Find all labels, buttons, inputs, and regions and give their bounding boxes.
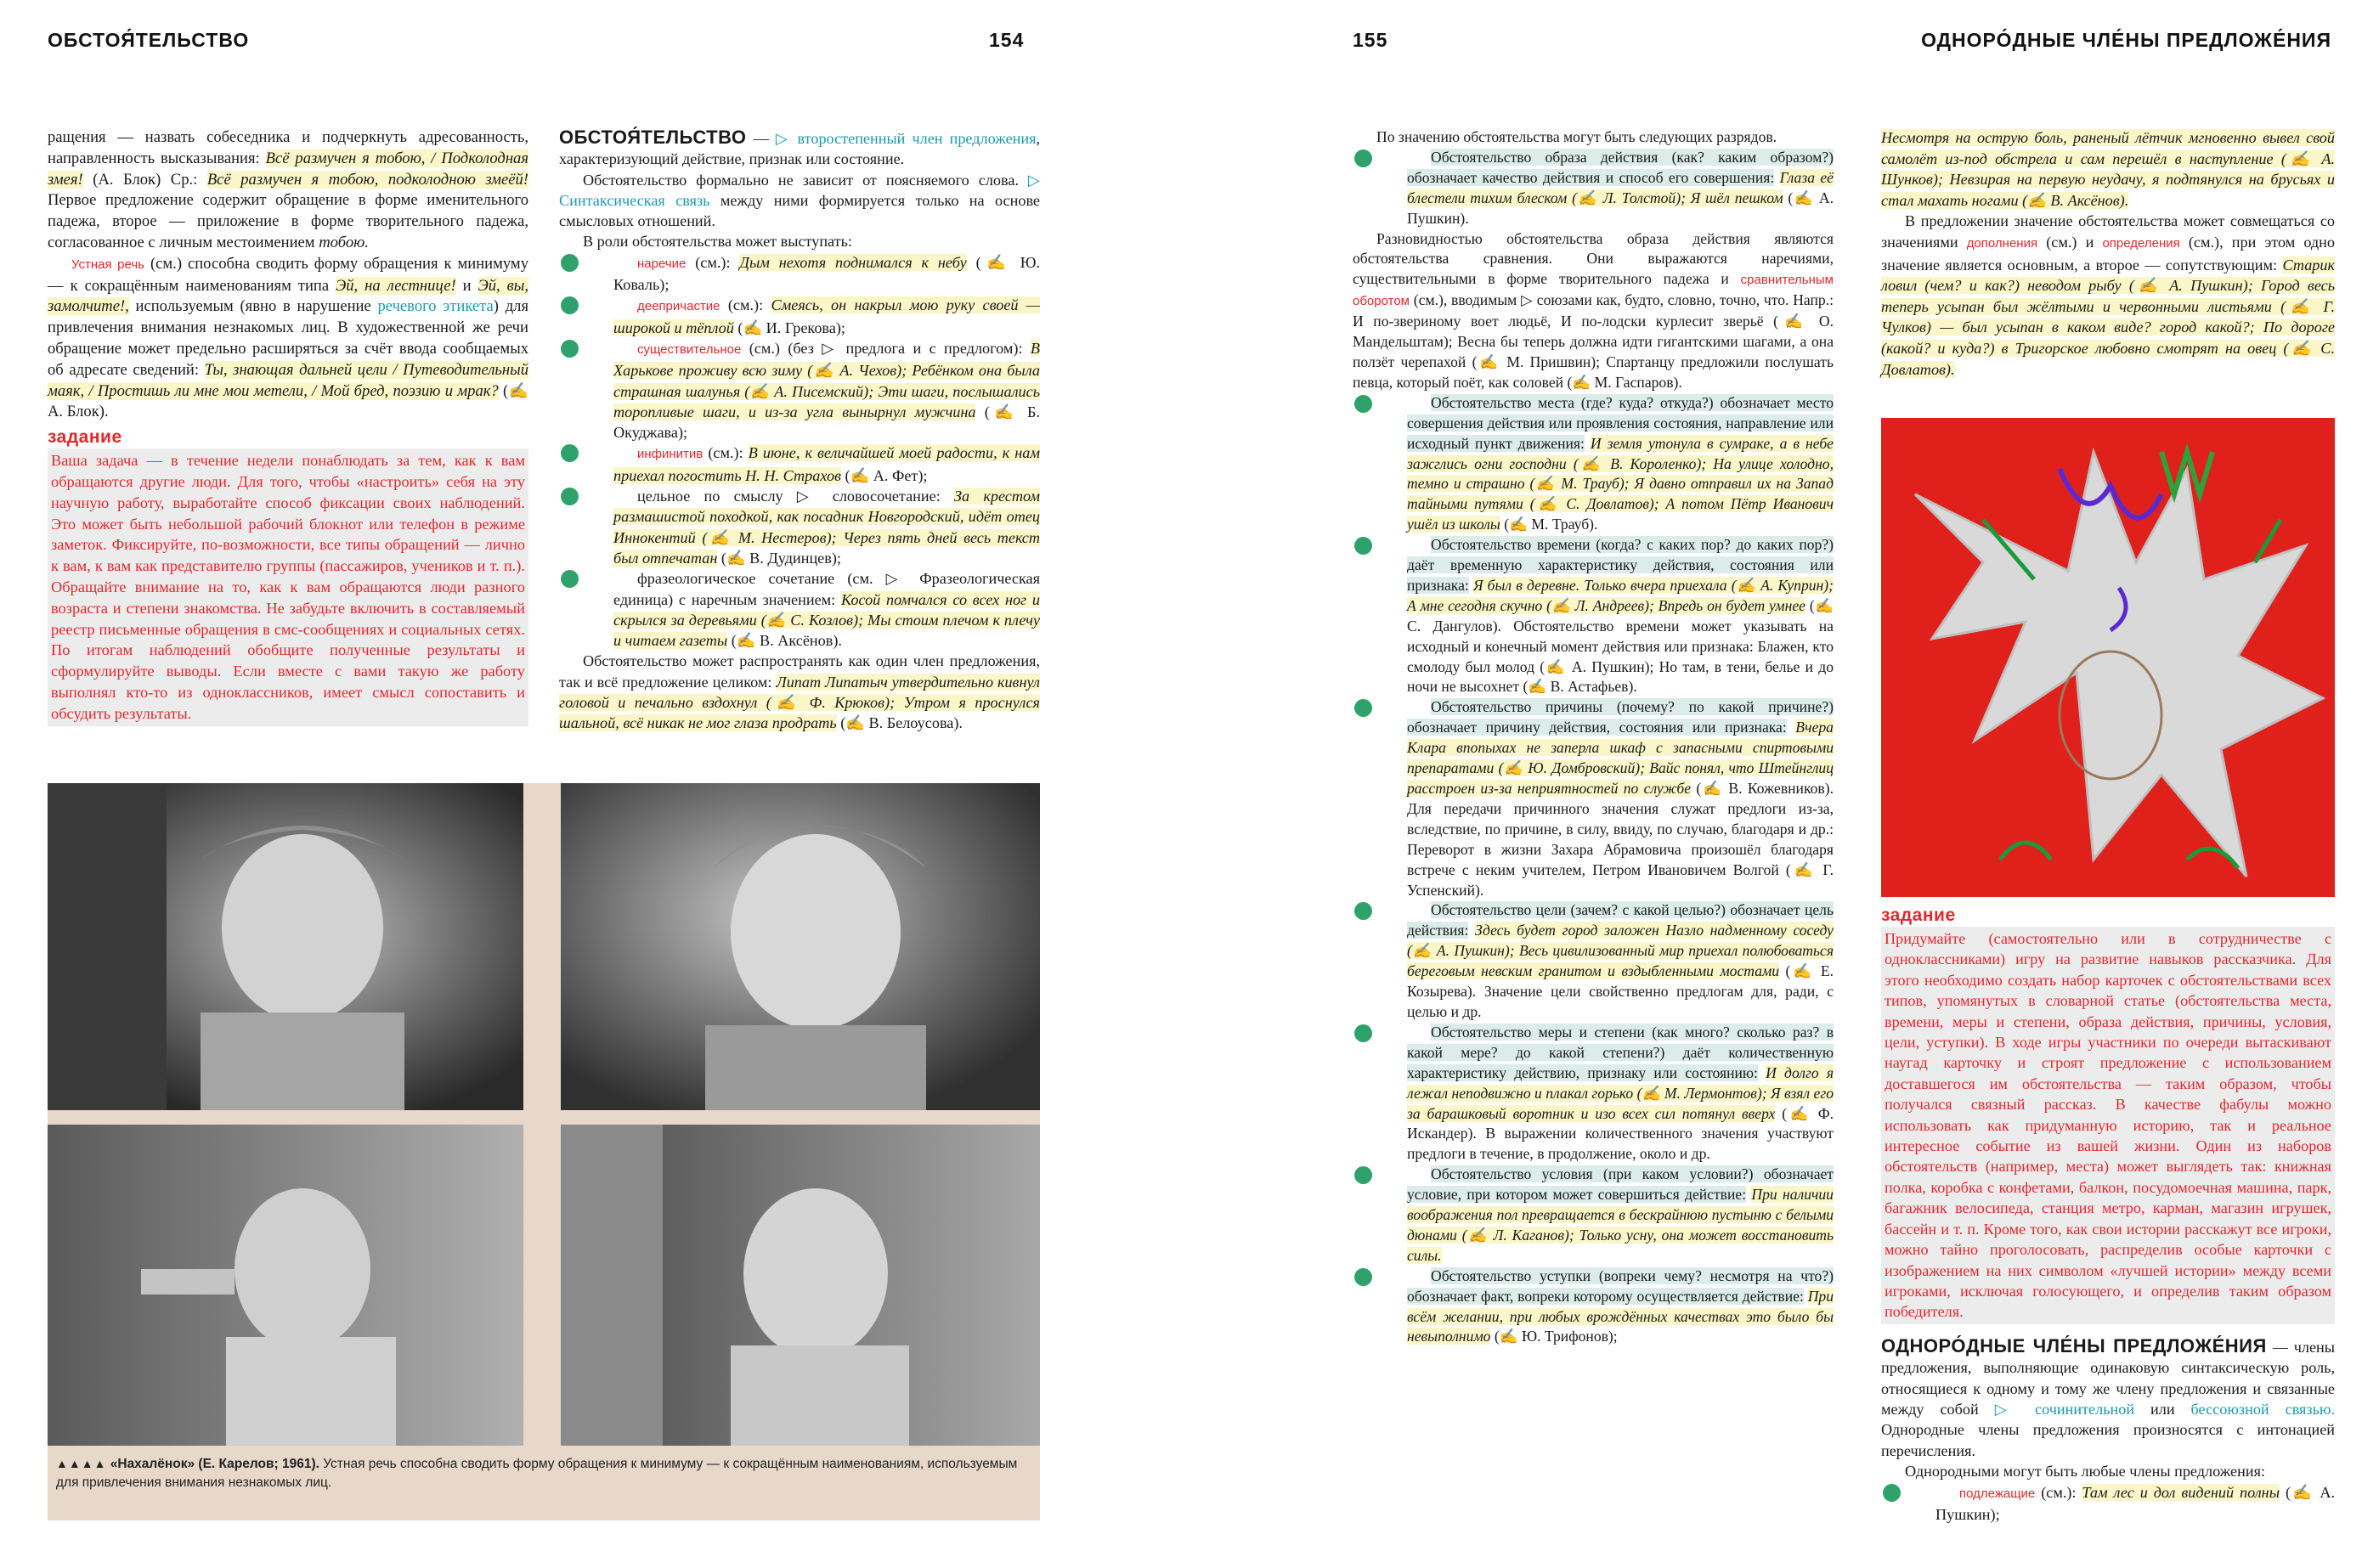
example: При всём желании, при любых врождённых качествах это было бы невыполнимо [1407,1287,1834,1345]
text: Обстоятельство формально не зависит от поясняемого слова. [583,171,1019,189]
text: Обстоятельство времени может указывать на исходный и конечный момент действия или признака: Блажен, кто смолоду был молод (✍ А. Пушкин); Но там, в тени, белье и до ночи не высохнет (✍ В. Астафьев). [1407,617,1834,696]
ref-link[interactable]: инфинитив [637,447,704,462]
text: или [2150,1400,2175,1418]
text: (см.) и [2046,233,2094,251]
text: — члены предложения, выполняющие одинаковую синтаксическую роль, относящиеся к одному и тому же члену предложения и связанные между собой [1881,1338,2335,1418]
cross-ref-link[interactable]: ▷ второстепенный член предложения [775,130,1037,147]
example: При наличии воображения пол превращается в бескрайнюю пустыню с белыми дюнами (✍ Л. Каганов); Только усну, она может восстановить силы. [1407,1186,1834,1264]
example: В Харькове проживу всю зиму (✍ А. Чехов); Ребёнком она была страшная шалунья (✍ А. Писемский); Эти шаги, послышались торопливые шаги, и из-за угла вынырнул мужчина [613,339,1041,420]
ref-link[interactable]: деепричастие [637,299,720,314]
cross-ref-link[interactable]: ▷ Синтаксическая связь [559,171,1041,209]
author: (✍ И. Грекова); [737,319,845,336]
example: И земля утонула в сумраке, а в небе зажглись огни господни (✍ В. Короленко); На улице холодно, темно и страшно (✍ М. Трауб); Я давно отправил их на Запад тайными путями (✍ С. Довлатов); А потом Пётр Иванович ушёл из школы [1407,434,1834,533]
text: Первое предложение содержит обращение в форме именительного падежа, второе — приложение в форме творительного падежа, согласованное с личным местоимением [48,191,528,251]
photo-caption [48,1454,1040,1492]
example: Эй, на лестнице! [336,276,456,295]
definition: Обстоятельство уступки (вопреки чему? несмотря на что?) обозначает факт, вопреки которому осуществляется действие: [1407,1266,1834,1305]
example: И долго я лежал неподвижно и плакал горько (✍ М. Лермонтов); Я взял его за барашковый воротник и изо всех сил потянул вверх [1407,1063,1834,1122]
number-badge: 1 [561,254,579,272]
list-item [1353,148,1834,229]
text: (см.) способна сводить форму обращения к минимуму — к сокращённым наименованиям типа [48,254,528,295]
example: Вчера Клара впопыхах не заперла шкаф с запасными спиртовыми препаратами (✍ Ю. Домбровский); Вайс понял, что Штейнглиц расстроен из-за неприятностей по службе [1407,719,1834,797]
list-item [1353,1266,1834,1348]
number-badge: 2 [1354,395,1372,413]
text: фразеологическое сочетание (см. ▷ Фразеологическая единица) с наречным значением: [613,570,1040,608]
left-page-column-2 [559,127,1040,734]
list-item [1353,535,1834,697]
text: Обстоятельство может распространять как один член предложения, так и всё предложение целиком: [559,652,1040,691]
text: По значению обстоятельства могут быть следующих разрядов. [1376,128,1777,145]
author: (✍ Е. Козырева). [1407,962,1834,1001]
author: (✍ Ю. Трифонов); [1494,1328,1618,1345]
ref-link[interactable]: наречие [637,256,687,271]
left-page-column-1 [48,127,528,726]
example: Там лес и дол видений полны [2082,1483,2280,1501]
list-item [559,568,1040,651]
text: (см.): [695,253,731,271]
headword: ОБСТОЯ́ТЕЛЬСТВО [559,127,747,148]
ref-link[interactable]: Устная речь [71,257,144,272]
number-badge: 6 [1354,1024,1372,1042]
ref-link[interactable]: подлежащие [1959,1486,2036,1501]
author: (✍ В. Кожевников). [1696,780,1834,797]
definition: Обстоятельство условия (при каком условии?) обозначает условие, при котором может совершиться действие: [1407,1165,1834,1204]
example: Глаза её блестели тихим блеском (✍ Л. Толстой); Я шёл пешком [1407,168,1834,206]
list-item [559,338,1040,443]
film-still-4 [561,1125,1040,1446]
text: ращения — назвать собеседника и подчеркнуть адресованность, направленность высказывания: [48,128,528,167]
number-badge: 5 [1354,902,1372,920]
quote: Ты, знающая дальней цели / Путеводительный маяк, / Простишь ли мне мои метели, / Мой бред, поэзию и мрак? [48,360,529,400]
film-still-3 [48,1125,523,1446]
illustration-art [1881,418,2335,897]
list-item [559,252,1040,296]
example: Я был в деревне. Только вчера приехала (✍ А. Куприн); А мне сегодня скучно (✍ Л. Андреев); Впредь он будет умнее [1407,576,1834,614]
author: (✍ С. Дангулов). [1407,596,1834,635]
word: тобою. [319,233,369,251]
ref-link[interactable]: определения [2102,235,2180,251]
task-title: задание [48,427,122,448]
text: (см.): [708,444,743,462]
text: Значение цели свойственно предлогам для, ради, с целью и др. [1407,983,1834,1020]
definition: Обстоятельство времени (когда? с каких пор? до каких пор?) даёт временную характеристику действия, состояния или признака: [1407,536,1834,594]
ref-link[interactable]: дополнения [1966,235,2038,251]
author: (✍ А. Пушкин); [1935,1483,2336,1523]
example: Эй, вы, замолчите!, [48,276,528,316]
author: (✍ А. Пушкин). [1407,189,1834,227]
number-badge: 4 [1354,699,1372,717]
right-page-column-2 [1881,127,2335,380]
text: Разновидностью обстоятельства образа действия являются обстоятельства сравнения. Они выражаются наречиями, существительными в форме творительного падежа и [1353,229,1834,288]
caption-title: «Нахалёнок» (Е. Карелов; 1961). [110,1457,319,1471]
list-item [1353,900,1834,1022]
film-still-1 [48,783,523,1110]
list-item [1353,1023,1834,1165]
text: и [462,276,472,295]
task-text: Придумайте (самостоятельно или в сотрудничестве с одноклассниками) игру на развитие навыков рассказчика. Для этого необходимо создать набор карточек с обстоятельствами всех типов, упомянутых в словарной статье (обстоятельства места, времени, меры и степени, образа действия, причины, условия, цели, уступки). В ходе игры участники по очереди вытаскивают наугад карточку и строят предложение с использованием доставшегося им обстоятельства — таким образом, чтобы получался связный рассказ. В качестве фабулы можно использовать как придуманную историю, так и реальное интересное событие из вашей жизни. Один из наборов обстоятельств (например, места) может выглядеть так: книжная полка, коробка с конфетами, балкон, посудомоечная машина, парк, багажник велосипеда, станция метро, карман, магазин игрушек, бассейн и т. п. Кроме того, как свои истории расскажут все игроки, можно тайно проголосовать, распределив особые карточки с изображением на них символом «лучшей истории» между всеми игроками, исключая голосующего, и определив таким образом победителя. [1881,927,2335,1324]
example: Здесь будет город заложен Назло надменному соседу (✍ А. Пушкин); Весь цивилизованный мир приехал полюбоваться береговым невским гранитом и вздыбленными мостами [1407,922,1834,980]
example: Косой помчался со всех ног и скрылся за деревьями (✍ С. Козлов); Мы стоим плечом к плечу и читаем газеты [613,590,1041,650]
caption-text: Устная речь способна сводить форму обращения к минимуму — к сокращённым наименованиям, используемым для привлечения внимания незнакомых лиц. [56,1457,1018,1490]
task-title: задание [1881,905,1956,925]
running-head-right: ОДНОРО́ДНЫЕ ЧЛЕ́НЫ ПРЕДЛОЖЕ́НИЯ [1921,29,2331,51]
text: (см.), вводимым ▷ союзами как, будто, словно, точно, что. Напр.: И по-звериному воет людьё, И по-лодски курлесит зверьё (✍ О. Мандельштам); Весна бы теперь должна идти гигантскими шагами, а она ползёт черепахой (✍ М. Пришвин); Спартанцу предложили послушать певца, который поёт, как соловей (✍ М. Гаспаров). [1353,291,1834,391]
text: В предложении значение обстоятельства может совмещаться со значениями [1881,212,2335,251]
film-still-2 [561,783,1040,1110]
text: ( [93,170,99,189]
text: (см.), при этом одно значение является основным, а второе — сопутствующим: [1881,233,2336,274]
task-text: Ваша задача — в течение недели понаблюдать за тем, как к вам обращаются другие люди. Для того, чтобы «настроить» себя на эту научную работу, выработайте способ фиксации своих наблюдений. Это может быть небольшой рабочий блокнот или телефон в режиме заметок. Фиксируйте, по-возможности, все типы обращений — лично к вам, к вам как представителю группы (пассажиров, учеников и т. п.). Обращайте внимание на то, как к вам обращаются люди разного возраста и степени знакомства. Не забудьте включить в составляемый реестр письменные обращения в смс-сообщениях и социальных сетях. По итогам наблюдений обобщите полученные результаты и сформулируйте выводы. Если вместе с вами такую же работу выполнял кто-то из одноклассников, имеет смысл сопоставить и обсудить результаты. [48,448,528,725]
page-number-left: 154 [989,29,1025,51]
text: между ними формируется только на основе смысловых отношений. [559,191,1040,230]
text: Однородные члены предложения произносятся с интонацией перечисления. [1881,1421,2335,1459]
list-item [559,486,1040,568]
text: Для передачи причинного значения служат предлоги из-за, вследствие, по причине, в силу, ввиду, по случаю, благодаря и др.: Переворот в жизни Захара Абрамовича произошёл благодаря встрече с неким учителем, Петром Ивановичем Волгой (✍ Г. Успенский). [1407,799,1834,899]
running-head-left: ОБСТОЯ́ТЕЛЬСТВО [48,29,250,51]
definition: Обстоятельство места (где? куда? откуда?) обозначает место совершения действия или проявления состояния, направление или исходный пункт движения: [1407,393,1834,452]
author: (✍ Ю. Коваль); [613,253,1041,294]
definition: Обстоятельство причины (почему? по какой причине?) обозначает причину действия, состояния или признака: [1407,698,1834,736]
example: Старик ловил (чем? и как?) неводом рыбу (✍ А. Пушкин); Город весь теперь усыпан был жёлтыми и червонными листьями (✍ Г. Чулков) — был усыпан в каком виде? город какой?; По дороге (какой? и куда?) в Тригорское любовно смотрят на овец (✍ С. Довлатов). [1881,256,2335,378]
text: Однородными могут быть любые члены предложения: [1905,1463,2266,1481]
number-badge: 8 [1354,1268,1372,1286]
right-page-column-2-lower [1881,905,2335,1525]
number-badge: 1 [1354,149,1372,167]
author: (✍ В. Дудинцев); [720,549,841,567]
number-badge: 3 [1354,537,1372,555]
text: В выражении количественного значения участвуют предлоги в течение, в продолжение, около и др. [1407,1125,1834,1163]
text: В роли обстоятельства может выступать: [583,233,852,251]
list-item [1881,1482,2335,1526]
ref-link[interactable]: сравнительным оборотом [1353,273,1834,309]
definition: Обстоятельство цели (зачем? с какой целью?) обозначает цель действия: [1407,901,1834,939]
author: (✍ В. Белоусова). [840,714,963,732]
list-item [1353,393,1834,535]
example: Несмотря на острую боль, раненый лётчик мгновенно вывел свой самолёт из-под обстрела и сам перешёл в наступление (✍ А. Шунков); Невзирая на первую неудачу, я подтянулся на брусьях и стал махать ногами (✍ В. Аксёнов). [1881,129,2335,209]
right-page-column-1 [1353,127,1834,1347]
right-page [1190,0,2379,1568]
text: — [753,130,776,147]
film-stills-panel [48,783,1040,1520]
text: (см.): [2041,1483,2077,1501]
number-badge: 3 [561,340,579,358]
text: цельное по смыслу ▷ словосочетание: [637,488,941,505]
author: А. Блок) Ср.: [98,170,198,189]
author: (✍ М. Трауб). [1504,516,1598,533]
text: используемым (явно в нарушение [135,297,371,316]
list-item [1353,697,1834,900]
quote: Всё размучен я тобою, / Подколодная змея! [48,149,528,189]
text: ) для привлечения внимания незнакомых лиц. В художественной же речи обращение может предельно расширяться за счёт ввода сообщаемых об адресате сведений: [48,297,528,379]
number-badge: 6 [561,570,579,588]
text: (см.) (без ▷ предлога и с предлогом): [749,339,1023,357]
text: (см.): [727,296,764,314]
cross-ref-link[interactable]: речевого этикета [377,297,494,316]
author: (✍ А. Фет); [845,466,928,484]
cross-ref-link[interactable]: бессоюзной связью. [2190,1400,2336,1418]
example: Дым нехотя поднимался к небу [739,253,967,271]
author: (✍ А. Блок). [48,381,528,421]
quote: Всё размучен я тобою, подколодною змеёй! [206,170,529,189]
text: , характеризующий действие, признак или состояние. [559,130,1041,168]
number-badge: 7 [1354,1166,1372,1184]
example: За крестом размашистой походкой, как посадник Новгородский, идёт отец Иннокентий (✍ М. Нестеров); Через пять дней весь текст был отпечатан [613,488,1040,567]
list-item [1353,1165,1834,1266]
list-item [559,295,1040,338]
definition: Обстоятельство меры и степени (как много? сколько раз? в какой мере? до какой степени?) даёт количественную характеристику действию, признаку или состоянию: [1407,1023,1834,1081]
number-badge: 4 [561,444,579,462]
example: В июне, к величайшей моей радости, к нам приехал погостить Н. Н. Страхов [613,444,1041,484]
list-item [559,443,1040,486]
cross-ref-link[interactable]: ▷ сочинительной [1994,1400,2135,1418]
author: (✍ Ф. Искандер). [1407,1104,1834,1142]
example: Липат Липатыч утвердительно кивнул головой и печально вздохнул (✍ Ф. Крюков); Утром я проснулся шальной, всё никак не мог глаза продрать [559,673,1040,732]
author: (✍ В. Аксёнов). [731,632,842,650]
definition: Обстоятельство образа действия (как? каким образом?) обозначает качество действия и способ его совершения: [1407,148,1834,186]
triangles-icon: ▲▲▲▲ [56,1457,107,1470]
author: (✍ Б. Окуджава); [613,403,1040,442]
page-number-right: 155 [1353,29,1388,51]
number-badge: 5 [561,488,579,505]
number-badge: 2 [561,296,579,314]
number-badge: 1 [1883,1484,1901,1502]
example: Смеясь, он накрыл мою руку своей — широкой и тёплой [613,296,1040,336]
ref-link[interactable]: существительное [637,341,742,357]
headword: ОДНОРО́ДНЫЕ ЧЛЕ́НЫ ПРЕДЛОЖЕ́НИЯ [1881,1334,2267,1356]
